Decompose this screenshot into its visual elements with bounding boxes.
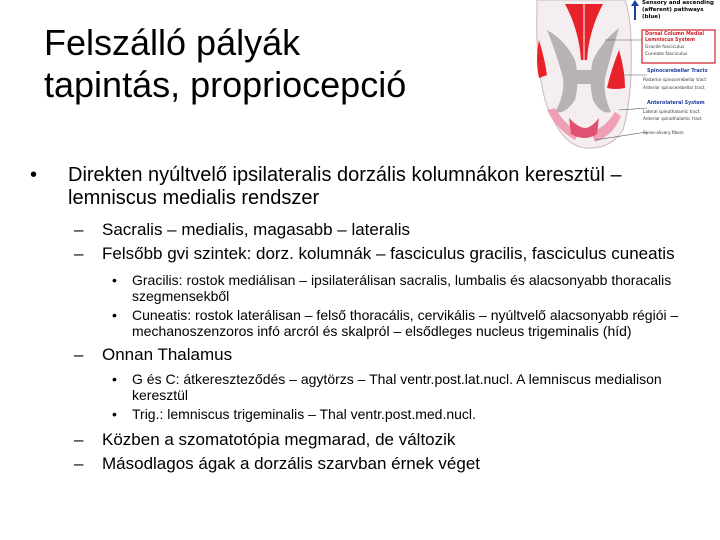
bullet-mark: • bbox=[112, 406, 117, 422]
bullet-8 bbox=[28, 406, 698, 422]
bullet-text: Felsőbb gvi szintek: dorz. kolumnák – fasciculus gracilis, fasciculus cuneatis bbox=[102, 244, 675, 263]
bullet-text: Sacralis – medialis, magasabb – lateralis bbox=[102, 220, 411, 239]
bullet-4 bbox=[28, 272, 698, 304]
dash-mark: – bbox=[74, 244, 84, 263]
slide-title-line1: Felszálló pályák bbox=[44, 22, 301, 63]
gracile-label: Gracile fasciculus bbox=[645, 45, 685, 50]
bullet-text: Direkten nyúltvelő ipsilateralis dorzális kolumnákon keresztül – lemniscus medialis rendszer bbox=[68, 164, 622, 209]
dash-mark: – bbox=[74, 345, 84, 364]
bullet-text: Másodlagos ágak a dorzális szarvban érnek véget bbox=[102, 454, 480, 473]
bullet-text: Cuneatis: rostok laterálisan – felső thoracális, cervikális – nyúltvelő alacsonyabb régiói – mechanoszenzoros infó arcról és skalpról – elsődleges nucleus trigeminalis (híd) bbox=[132, 307, 679, 339]
spino-olivary-label: Spino-olivary fibers bbox=[643, 130, 684, 135]
slide-title-line2: tapintás, propriocepció bbox=[44, 64, 407, 105]
figure-heading-line2: (afferent) pathways bbox=[642, 7, 704, 13]
bullet-2 bbox=[28, 220, 698, 240]
spinocerebellar-label: Spinocerebellar Tracts bbox=[647, 69, 708, 74]
bullet-mark: • bbox=[112, 307, 117, 323]
bullet-1 bbox=[28, 164, 698, 210]
spinal-cord-figure bbox=[535, 0, 717, 150]
bullet-5 bbox=[28, 307, 698, 339]
ascending-arrow-icon bbox=[631, 0, 639, 6]
figure-heading-line1: Sensory and ascending bbox=[642, 0, 714, 6]
slide-title bbox=[44, 22, 514, 106]
bullet-mark: • bbox=[112, 371, 117, 387]
bullet-text: Onnan Thalamus bbox=[102, 345, 233, 364]
figure-heading-line3: (blue) bbox=[642, 14, 661, 20]
spinal-cord-cross-section bbox=[535, 0, 717, 150]
bullet-10 bbox=[28, 454, 698, 474]
bullet-text: Trig.: lemniscus trigeminalis – Thal ventr.post.med.nucl. bbox=[132, 406, 476, 422]
posterior-sc-label: Posterior spinocerebellar tract bbox=[643, 77, 707, 82]
bullet-mark: • bbox=[30, 164, 38, 186]
dcml-label-line1: Dorsal Column Medial bbox=[645, 32, 704, 37]
bullet-text: G és C: átkereszteződés – agytörzs – Thal ventr.post.lat.nucl. A lemniscus medialison keresztül bbox=[132, 371, 662, 403]
bullet-3 bbox=[28, 244, 698, 264]
slide-body bbox=[28, 164, 698, 474]
grey-commissure bbox=[573, 70, 595, 84]
dash-mark: – bbox=[74, 454, 84, 473]
anterior-sc-label: Anterior spinocerebellar tract bbox=[643, 85, 705, 90]
anterolateral-label: Anterolateral System bbox=[647, 101, 705, 106]
dcml-label-line2: Lemniscus System bbox=[645, 38, 695, 43]
dash-mark: – bbox=[74, 220, 84, 239]
bullet-9 bbox=[28, 430, 698, 450]
bullet-6 bbox=[28, 345, 698, 365]
dash-mark: – bbox=[74, 430, 84, 449]
lateral-st-label: Lateral spinothalamic tract bbox=[643, 109, 700, 114]
bullet-text: Közben a szomatotópia megmarad, de változik bbox=[102, 430, 456, 449]
bullet-mark: • bbox=[112, 272, 117, 288]
bullet-text: Gracilis: rostok mediálisan – ipsilaterálisan sacralis, lumbalis és alacsonyabb thoracalis szegmensekből bbox=[132, 272, 672, 304]
bullet-7 bbox=[28, 371, 698, 403]
anterior-st-label: Anterior spinothalamic tract bbox=[643, 116, 702, 121]
cuneate-label: Cuneate fasciculus bbox=[645, 52, 688, 57]
